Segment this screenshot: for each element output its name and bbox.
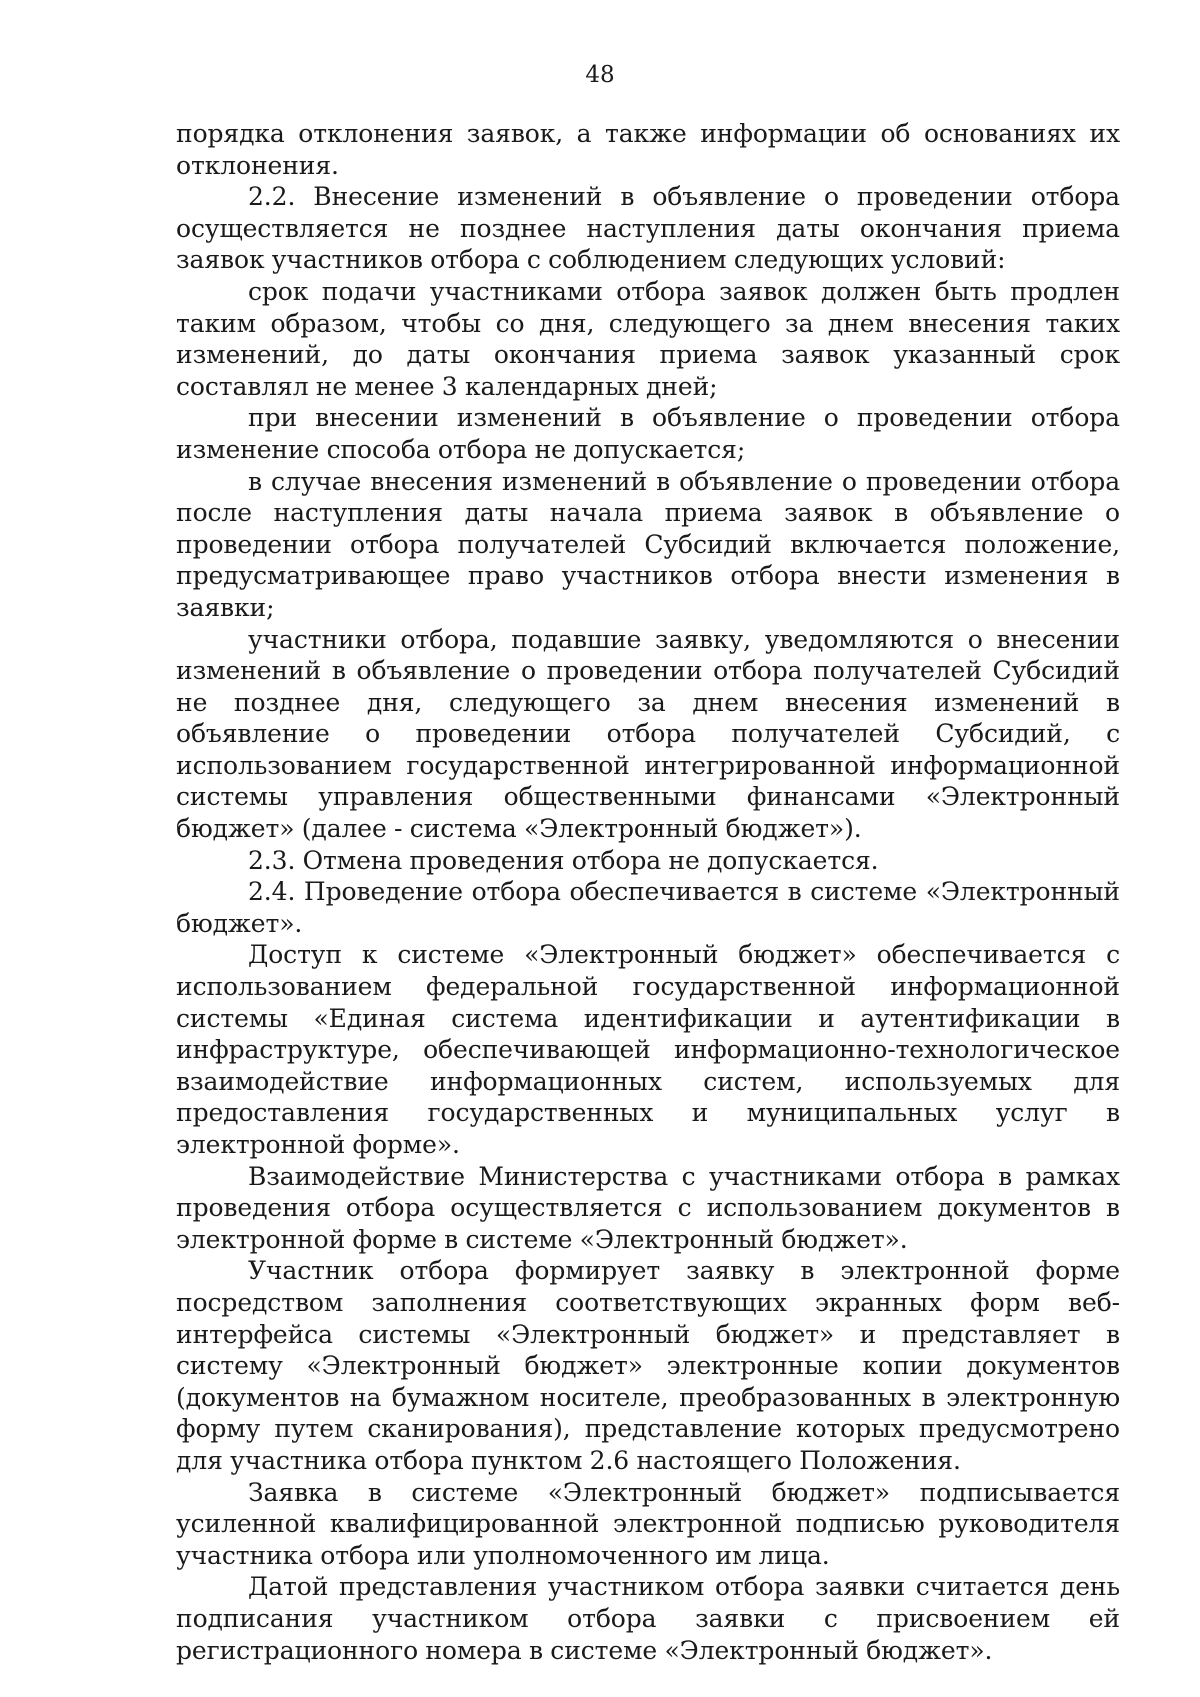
paragraph: при внесении изменений в объявление о проведении отбора изменение способа отбора не допускается; [176,403,1120,464]
paragraph: порядка отклонения заявок, а также информации об основаниях их отклонения. [176,119,1120,180]
paragraph: 2.2. Внесение изменений в объявление о проведении отбора осуществляется не позднее наступления даты окончания приема заявок участников отбора с соблюдением следующих условий: [176,182,1120,275]
paragraph: Доступ к системе «Электронный бюджет» обеспечивается с использованием федеральной государственной информационной системы «Единая система идентификации и аутентификации в инфраструктуре, обеспечивающей информационно-технологическое взаимодействие информационных систем, используемых для предоставления государственных и муниципальных услуг в электронной форме». [176,940,1120,1159]
paragraph: 2.4. Проведение отбора обеспечивается в системе «Электронный бюджет». [176,877,1120,938]
paragraph: Заявка в системе «Электронный бюджет» подписывается усиленной квалифицированной электронной подписью руководителя участника отбора или уполномоченного им лица. [176,1477,1120,1570]
paragraph: Участник отбора формирует заявку в электронной форме посредством заполнения соответствующих экранных форм веб-интерфейса системы «Электронный бюджет» и представляет в систему «Электронный бюджет» электронные копии документов (документов на бумажном носителе, преобразованных в электронную форму путем сканирования), представление которых предусмотрено для участника отбора пунктом 2.6 настоящего Положения. [176,1256,1120,1475]
paragraph: 2.3. Отмена проведения отбора не допускается. [248,845,879,875]
paragraph: Датой представления участником отбора заявки считается день подписания участником отбора заявки с присвоением ей регистрационного номера в системе «Электронный бюджет». [176,1572,1120,1665]
paragraph: в случае внесения изменений в объявление о проведении отбора после наступления даты начала приема заявок в объявление о проведении отбора получателей Субсидий включается положение, предусматривающее право участников отбора внести изменения в заявки; [176,466,1120,622]
paragraph: Взаимодействие Министерства с участниками отбора в рамках проведения отбора осуществляется с использованием документов в электронной форме в системе «Электронный бюджет». [176,1161,1120,1254]
paragraph: участники отбора, подавшие заявку, уведомляются о внесении изменений в объявление о проведении отбора получателей Субсидий не позднее дня, следующего за днем внесения изменений в объявление о проведении отбора получателей Субсидий, с использованием государственной интегрированной информационной системы управления общественными финансами «Электронный бюджет» (далее - система «Электронный бюджет»). [176,624,1120,844]
page-number: 48 [585,62,615,88]
paragraph: срок подачи участниками отбора заявок должен быть продлен таким образом, чтобы со дня, следующего за днем внесения таких изменений, до даты окончания приема заявок указанный срок составлял не менее 3 календарных дней; [176,276,1120,401]
document-body [176,118,1120,1666]
